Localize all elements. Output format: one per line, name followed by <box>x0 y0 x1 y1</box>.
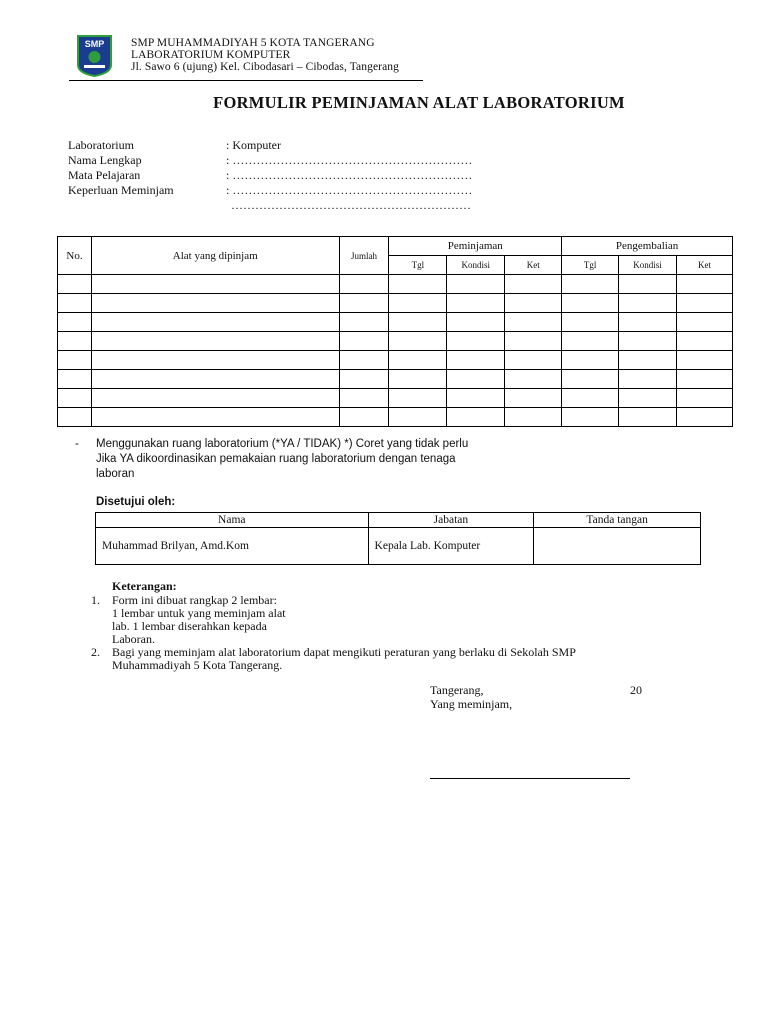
table-cell <box>505 408 562 427</box>
keterangan-item-1-line-2: 1 lembar untuk yang meminjam alat <box>112 606 286 620</box>
table-cell <box>58 408 92 427</box>
approval-jabatan: Kepala Lab. Komputer <box>368 528 534 565</box>
table-cell <box>58 351 92 370</box>
keterangan-item-1-num: 1. <box>91 593 100 607</box>
table-cell <box>619 389 677 408</box>
table-cell <box>505 370 562 389</box>
table-cell <box>677 294 733 313</box>
table-row <box>58 351 733 370</box>
table-row <box>58 389 733 408</box>
approval-nama: Muhammad Brilyan, Amd.Kom <box>96 528 369 565</box>
col-header-no: No. <box>58 237 92 275</box>
lab-name: LABORATORIUM KOMPUTER <box>131 49 291 61</box>
table-cell <box>562 370 619 389</box>
table-cell <box>447 351 505 370</box>
table-cell <box>447 370 505 389</box>
field-value-mapel: : …………………………………………………… <box>226 168 473 182</box>
table-cell <box>91 389 339 408</box>
table-cell <box>505 275 562 294</box>
table-body <box>58 275 733 427</box>
group-header-peminjaman: Peminjaman <box>389 237 562 256</box>
signature-year: 20 <box>630 683 642 697</box>
signature-line <box>430 778 630 779</box>
table-cell <box>91 332 339 351</box>
table-cell <box>91 370 339 389</box>
table-cell <box>389 294 447 313</box>
table-row <box>58 313 733 332</box>
table-cell <box>619 370 677 389</box>
table-cell <box>91 294 339 313</box>
table-cell <box>562 313 619 332</box>
signature-borrower: Yang meminjam, <box>430 697 513 711</box>
signature-place: Tangerang, <box>430 683 484 697</box>
table-cell <box>58 313 92 332</box>
approval-col-jabatan: Jabatan <box>368 513 534 528</box>
approval-header-row <box>96 513 701 528</box>
table-cell <box>562 275 619 294</box>
table-cell <box>339 389 389 408</box>
table-cell <box>505 332 562 351</box>
field-value-keperluan: : …………………………………………………… <box>226 183 473 197</box>
table-cell <box>58 370 92 389</box>
table-cell <box>562 332 619 351</box>
sub-header-tgl: Tgl <box>389 256 447 275</box>
keterangan-item-1-line-1: Form ini dibuat rangkap 2 lembar: <box>112 593 277 607</box>
table-cell <box>58 294 92 313</box>
table-cell <box>505 351 562 370</box>
table-cell <box>562 351 619 370</box>
table-cell <box>677 275 733 294</box>
approval-heading: Disetujui oleh: <box>96 496 176 508</box>
table-cell <box>339 275 389 294</box>
table-cell <box>447 313 505 332</box>
table-row <box>58 408 733 427</box>
table-cell <box>447 389 505 408</box>
note-line-1: Menggunakan ruang laboratorium (*YA / TIDAK) *) Coret yang tidak perlu <box>96 438 469 450</box>
keterangan-heading: Keterangan: <box>112 579 177 593</box>
note-bullet: - <box>75 438 79 450</box>
table-cell <box>447 332 505 351</box>
school-logo <box>76 35 113 77</box>
logo-text: SMP <box>84 39 105 49</box>
keterangan-item-1-line-4: Laboran. <box>112 632 155 646</box>
table-cell <box>619 294 677 313</box>
table-cell <box>91 408 339 427</box>
table-header-row-1 <box>58 237 733 256</box>
approval-table <box>95 512 701 565</box>
table-cell <box>619 351 677 370</box>
keterangan-item-2-line-2: Muhammadiyah 5 Kota Tangerang. <box>112 658 283 672</box>
field-value-laboratorium: : Komputer <box>226 138 281 152</box>
note-line-2: Jika YA dikoordinasikan pemakaian ruang laboratorium dengan tenaga <box>96 453 456 465</box>
keterangan-item-1-line-3: lab. 1 lembar diserahkan kepada <box>112 619 267 633</box>
table-cell <box>389 389 447 408</box>
field-value-keperluan-cont: …………………………………………………… <box>231 198 471 212</box>
table-cell <box>389 275 447 294</box>
table-cell <box>339 351 389 370</box>
table-row <box>58 332 733 351</box>
field-label-nama: Nama Lengkap <box>68 153 142 167</box>
approval-col-tanda: Tanda tangan <box>534 513 701 528</box>
sub-header-kondisi: Kondisi <box>447 256 505 275</box>
keterangan-item-2-num: 2. <box>91 645 100 659</box>
sub-header-ket: Ket <box>677 256 733 275</box>
table-cell <box>389 332 447 351</box>
header-divider <box>69 80 423 81</box>
table-cell <box>619 275 677 294</box>
sub-header-kondisi: Kondisi <box>619 256 677 275</box>
table-cell <box>339 370 389 389</box>
table-cell <box>447 275 505 294</box>
table-cell <box>677 408 733 427</box>
table-cell <box>447 408 505 427</box>
table-cell <box>505 389 562 408</box>
table-cell <box>339 294 389 313</box>
table-cell <box>339 313 389 332</box>
table-cell <box>562 294 619 313</box>
table-cell <box>447 294 505 313</box>
table-row <box>58 294 733 313</box>
sub-header-tgl: Tgl <box>562 256 619 275</box>
table-cell <box>91 351 339 370</box>
table-cell <box>58 389 92 408</box>
table-cell <box>91 275 339 294</box>
approval-row <box>96 528 701 565</box>
table-row <box>58 275 733 294</box>
school-name: SMP MUHAMMADIYAH 5 KOTA TANGERANG <box>131 37 375 49</box>
table-cell <box>339 332 389 351</box>
table-cell <box>389 370 447 389</box>
table-cell <box>677 389 733 408</box>
field-value-nama: : …………………………………………………… <box>226 153 473 167</box>
table-cell <box>562 389 619 408</box>
table-cell <box>677 370 733 389</box>
col-header-jumlah: Jumlah <box>339 237 389 275</box>
table-cell <box>339 408 389 427</box>
table-cell <box>505 294 562 313</box>
table-cell <box>619 332 677 351</box>
sub-header-ket: Ket <box>505 256 562 275</box>
table-cell <box>619 408 677 427</box>
field-label-keperluan: Keperluan Meminjam <box>68 183 174 197</box>
keterangan-item-2-line-1: Bagi yang meminjam alat laboratorium dapat mengikuti peraturan yang berlaku di Sekolah SMP <box>112 645 576 659</box>
field-label-laboratorium: Laboratorium <box>68 138 134 152</box>
table-cell <box>677 313 733 332</box>
table-row <box>58 370 733 389</box>
col-header-alat: Alat yang dipinjam <box>91 237 339 275</box>
table-cell <box>58 275 92 294</box>
note-line-3: laboran <box>96 468 135 480</box>
group-header-pengembalian: Pengembalian <box>562 237 733 256</box>
table-cell <box>505 313 562 332</box>
table-cell <box>58 332 92 351</box>
table-cell <box>562 408 619 427</box>
table-cell <box>389 313 447 332</box>
school-address: Jl. Sawo 6 (ujung) Kel. Cibodasari – Cibodas, Tangerang <box>131 61 399 73</box>
borrow-table <box>57 236 733 427</box>
table-cell <box>389 408 447 427</box>
approval-col-nama: Nama <box>96 513 369 528</box>
table-cell <box>677 351 733 370</box>
approval-tanda <box>534 528 701 565</box>
field-label-mapel: Mata Pelajaran <box>68 168 141 182</box>
table-cell <box>91 313 339 332</box>
table-cell <box>619 313 677 332</box>
table-cell <box>677 332 733 351</box>
table-cell <box>389 351 447 370</box>
page-title: FORMULIR PEMINJAMAN ALAT LABORATORIUM <box>213 93 625 112</box>
